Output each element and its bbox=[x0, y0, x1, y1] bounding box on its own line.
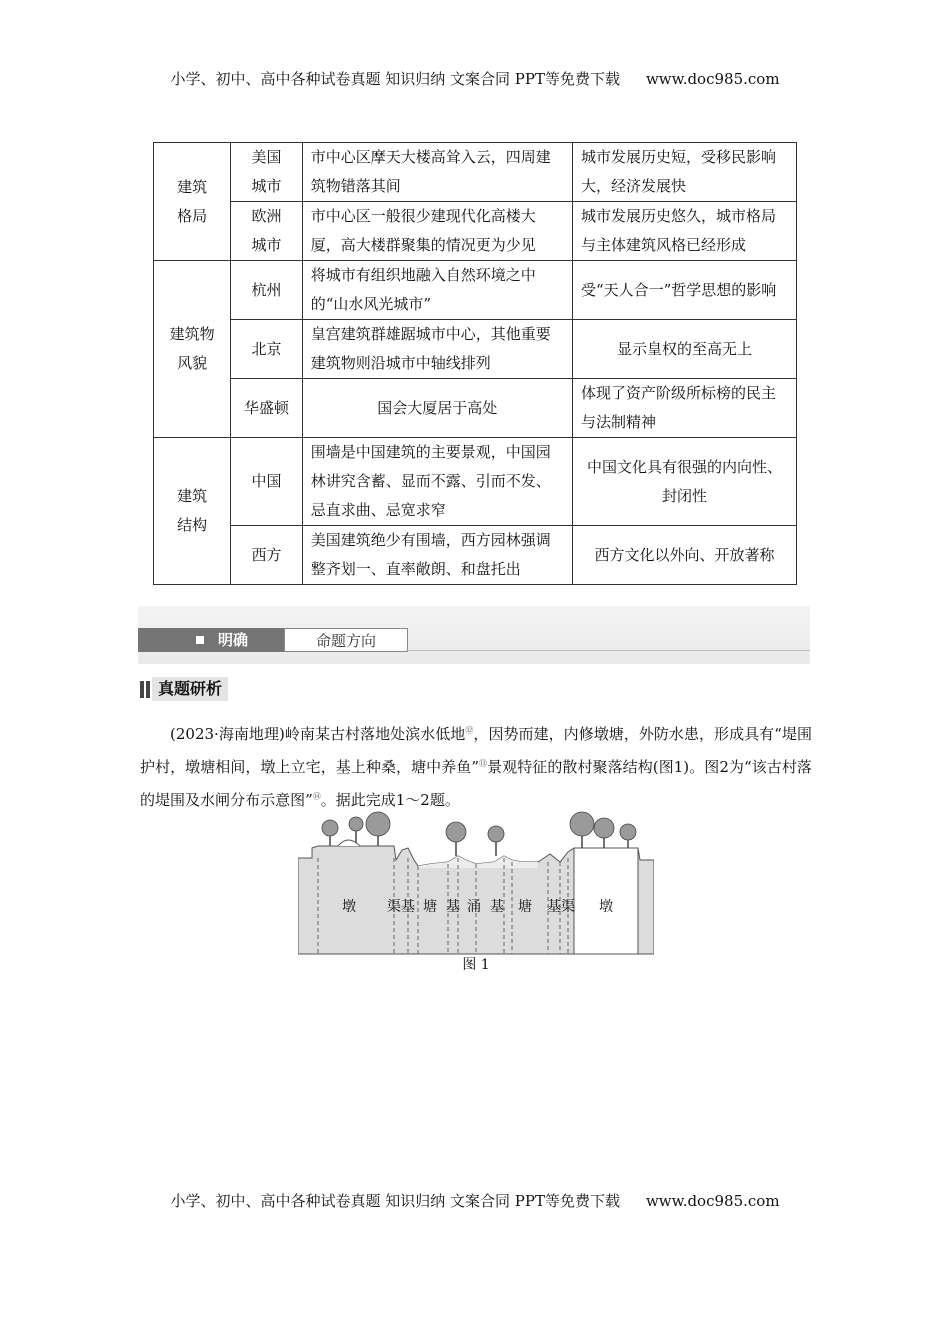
architecture-table bbox=[153, 142, 797, 585]
text-run: 村，墩塘相 bbox=[155, 758, 231, 776]
page-footer bbox=[0, 1190, 950, 1211]
text-run: (2023·海南地理)岭南某古村落地 bbox=[170, 725, 391, 743]
table-row bbox=[154, 143, 797, 202]
text-run: 种 bbox=[365, 758, 381, 776]
water-area bbox=[418, 856, 538, 868]
label-dike: 基 bbox=[401, 899, 415, 915]
label-mound-right: 墩 bbox=[599, 899, 613, 915]
subject-cell bbox=[231, 202, 302, 261]
subject-cell: 华盛顿 bbox=[231, 379, 302, 438]
text-run: 修墩塘，外防水患，形成具有“堤 bbox=[578, 725, 797, 743]
footer-url[interactable]: www.doc985.com bbox=[645, 1192, 780, 1210]
annotation-mark: ⑬ bbox=[478, 759, 488, 768]
text-run: 围 bbox=[170, 791, 186, 809]
tree-icon bbox=[349, 817, 363, 831]
text-run: “该古村落的堤 bbox=[140, 758, 812, 809]
text-run: 为 bbox=[728, 758, 744, 776]
text-run: (图1)。图2 bbox=[652, 758, 729, 776]
text-run: 处滨水低地 bbox=[390, 725, 466, 743]
table-row bbox=[154, 438, 797, 526]
table-row bbox=[154, 261, 797, 320]
header-url[interactable]: www.doc985.com bbox=[645, 70, 780, 88]
table-row bbox=[154, 526, 797, 585]
category-label: 建筑物 风貌 bbox=[169, 325, 215, 372]
tree-icon bbox=[322, 820, 338, 836]
tree-icon bbox=[366, 812, 390, 836]
label-pond: 塘 bbox=[423, 899, 437, 915]
description-cell: 市中心区一般很少建现代化高楼大厦，高大楼群聚集的情况更为少见 bbox=[302, 202, 572, 261]
label-dike: 基 bbox=[490, 899, 504, 915]
section-heading bbox=[138, 676, 248, 702]
description-cell: 市中心区摩天大楼高耸入云，四周建筑物错落其间 bbox=[302, 143, 572, 202]
category-cell bbox=[154, 143, 231, 261]
label-mound-left: 墩 bbox=[342, 899, 356, 915]
tree-icon bbox=[570, 812, 594, 836]
category-cell bbox=[154, 261, 231, 438]
banner-label-primary: 明确 bbox=[218, 631, 249, 649]
result-cell: 城市发展历史短，受移民影响大，经济发展快 bbox=[572, 143, 796, 202]
tree-group bbox=[322, 812, 636, 842]
banner-divider bbox=[406, 650, 810, 651]
text-run: 势 bbox=[503, 725, 519, 743]
table-row bbox=[154, 202, 797, 261]
description-cell: 围墙是中国建筑的主要景观，中国园林讲究含蓄、显而不露、引而不发、忌直求曲、忌宽求窄 bbox=[302, 438, 572, 526]
section-title: 真题研析 bbox=[152, 677, 228, 701]
tree-icon bbox=[446, 822, 466, 842]
description-cell: 皇宫建筑群雄踞城市中心，其他重要建筑物则沿城市中轴线排列 bbox=[302, 320, 572, 379]
text-run: 桑，塘中 bbox=[380, 758, 442, 776]
text-run: 特征的散村聚落 bbox=[517, 758, 623, 776]
section-bar-icon bbox=[140, 681, 144, 698]
text-run: 而建， bbox=[518, 725, 564, 743]
tree-icon bbox=[620, 824, 636, 840]
footer-text: 小学、初中、高中各种试卷真题 知识归纳 文案合同 PPT等免费下载 bbox=[170, 1192, 620, 1210]
category-label: 建筑 格局 bbox=[177, 177, 208, 225]
text-run: ” bbox=[471, 758, 479, 776]
page-header bbox=[0, 68, 950, 89]
tree-icon bbox=[488, 826, 504, 842]
subject-label: 欧洲 城市 bbox=[251, 207, 282, 254]
label-pond: 塘 bbox=[518, 899, 532, 915]
text-run: 观 bbox=[502, 758, 518, 776]
result-cell: 显示皇权的至高无上 bbox=[572, 320, 796, 379]
section-bar-icon bbox=[146, 681, 150, 698]
text-run: 景 bbox=[487, 758, 503, 776]
table-row bbox=[154, 379, 797, 438]
annotation-mark: ⑫ bbox=[465, 726, 474, 735]
banner-label-secondary: 命题方向 bbox=[315, 632, 376, 650]
question-stem bbox=[140, 716, 812, 815]
text-run: 结构 bbox=[622, 758, 653, 776]
header-text: 小学、初中、高中各种试卷真题 知识归纳 文案合同 PPT等免费下载 bbox=[170, 70, 620, 88]
category-cell bbox=[154, 438, 231, 585]
result-cell: 城市发展历史悠久，城市格局与主体建筑风格已经形成 bbox=[572, 202, 796, 261]
direction-banner bbox=[138, 606, 810, 664]
description-cell: 将城市有组织地融入自然环境之中的“山水风光城市” bbox=[302, 261, 572, 320]
subject-cell: 西方 bbox=[231, 526, 302, 585]
result-cell: 中国文化具有很强的内向性、封闭性 bbox=[572, 438, 796, 526]
square-bullet-icon bbox=[196, 636, 204, 644]
text-run: 围护 bbox=[140, 725, 812, 776]
text-run: 及水 bbox=[185, 791, 216, 809]
banner-light-tab bbox=[284, 628, 408, 652]
text-run: 闸 bbox=[215, 791, 231, 809]
subject-label: 美国 城市 bbox=[251, 148, 282, 195]
text-run: ，墩上立宅，基上 bbox=[245, 758, 366, 776]
text-run: 养鱼 bbox=[441, 758, 472, 776]
result-cell: 受“天人合一”哲学思想的影响 bbox=[572, 261, 796, 320]
text-run: 内 bbox=[563, 725, 579, 743]
label-creek: 涌 bbox=[467, 899, 481, 915]
result-cell: 西方文化以外向、开放著称 bbox=[572, 526, 796, 585]
figure-1-cross-section bbox=[298, 808, 654, 958]
table-row bbox=[154, 320, 797, 379]
category-label: 建筑 结构 bbox=[177, 487, 208, 534]
label-dike: 基 bbox=[547, 899, 561, 915]
description-cell: 美国建筑绝少有围墙，西方园林强调整齐划一、直率敞朗、和盘托出 bbox=[302, 526, 572, 585]
label-dike: 基 bbox=[446, 899, 460, 915]
annotation-mark: ⑭ bbox=[312, 792, 321, 801]
result-cell: 体现了资产阶级所标榜的民主与法制精神 bbox=[572, 379, 796, 438]
text-run: ，因 bbox=[473, 725, 504, 743]
subject-cell: 北京 bbox=[231, 320, 302, 379]
subject-cell bbox=[231, 143, 302, 202]
figure-caption: 图 1 bbox=[462, 957, 490, 973]
text-run: 分布示意图” bbox=[230, 791, 313, 809]
label-canal-left: 渠 bbox=[387, 899, 401, 915]
text-run: 间 bbox=[230, 758, 246, 776]
subject-cell: 杭州 bbox=[231, 261, 302, 320]
label-canal-right: 渠 bbox=[561, 899, 575, 915]
text-run: 。据此完成1～2题。 bbox=[320, 791, 460, 809]
description-cell: 国会大厦居于高处 bbox=[302, 379, 572, 438]
subject-cell: 中国 bbox=[231, 438, 302, 526]
banner-dark-tab bbox=[138, 628, 284, 652]
tree-icon bbox=[594, 818, 614, 838]
